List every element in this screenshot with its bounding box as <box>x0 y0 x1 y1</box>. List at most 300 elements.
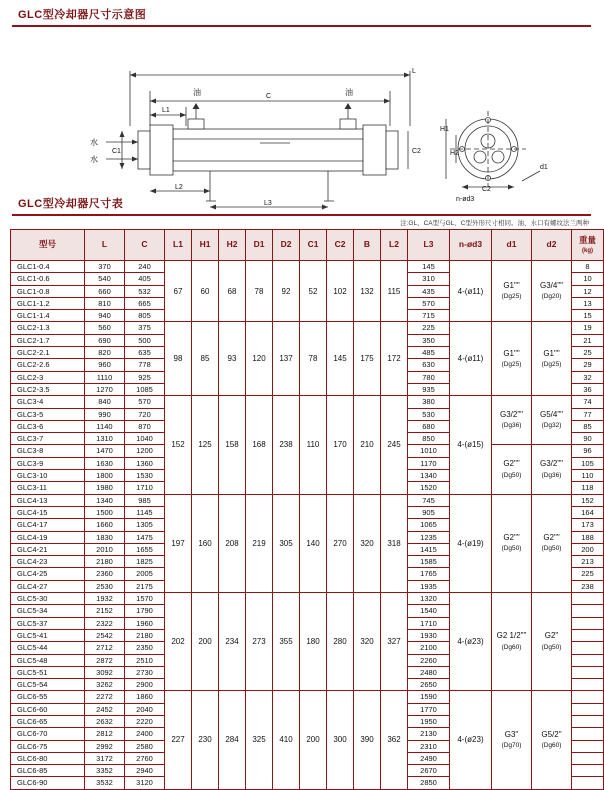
cell-C: 2180 <box>125 629 165 641</box>
cell-L3: 1010 <box>408 445 450 457</box>
cell-C: 240 <box>125 261 165 273</box>
label-C: C <box>266 93 272 100</box>
cell-nd3: 4-(ø15) <box>450 396 492 494</box>
cell-C: 1040 <box>125 433 165 445</box>
cell-L3: 2650 <box>408 679 450 691</box>
cell-weight <box>572 629 604 641</box>
cell-C: 1570 <box>125 593 165 605</box>
cell-B: 132 <box>354 261 381 322</box>
cell-L3: 2480 <box>408 666 450 678</box>
cell-L: 560 <box>85 322 125 334</box>
table-row <box>11 261 604 273</box>
cell-weight: 29 <box>572 359 604 371</box>
cell-model: GLC5-54 <box>11 679 85 691</box>
cell-L1: 98 <box>165 322 192 396</box>
cell-model: GLC6-60 <box>11 703 85 715</box>
cell-L3: 1770 <box>408 703 450 715</box>
cell-L1: 67 <box>165 261 192 322</box>
th-H1: H1 <box>192 230 219 261</box>
cell-H1: 160 <box>192 494 219 592</box>
cell-L: 940 <box>85 310 125 322</box>
cell-L3: 530 <box>408 408 450 420</box>
cell-L1: 227 <box>165 691 192 789</box>
cell-model: GLC2-1.7 <box>11 334 85 346</box>
table-row <box>11 593 604 605</box>
cell-L3: 1520 <box>408 482 450 494</box>
cell-L: 2452 <box>85 703 125 715</box>
cell-B: 390 <box>354 691 381 789</box>
cell-D1: 273 <box>246 593 273 691</box>
cell-L: 2360 <box>85 568 125 580</box>
cell-d2: G5/2" (Dg60) <box>532 691 572 789</box>
cell-B: 210 <box>354 396 381 494</box>
cell-weight: 118 <box>572 482 604 494</box>
cell-weight: 32 <box>572 371 604 383</box>
cell-weight: 13 <box>572 297 604 309</box>
cell-C1: 52 <box>300 261 327 322</box>
cell-L1: 202 <box>165 593 192 691</box>
cell-d1: G3/2"" (Dg36) <box>492 396 532 445</box>
cell-model: GLC3-10 <box>11 470 85 482</box>
cell-model: GLC3-8 <box>11 445 85 457</box>
cell-L: 3262 <box>85 679 125 691</box>
cell-L: 820 <box>85 347 125 359</box>
cell-nd3: 4-(ø11) <box>450 261 492 322</box>
cell-model: GLC4-27 <box>11 580 85 592</box>
cell-weight <box>572 654 604 666</box>
cell-model: GLC1-0.8 <box>11 285 85 297</box>
cell-weight: 96 <box>572 445 604 457</box>
cell-C: 805 <box>125 310 165 322</box>
cell-L: 1500 <box>85 506 125 518</box>
cell-d1: G2 1/2"" (Dg60) <box>492 593 532 691</box>
cell-L: 1980 <box>85 482 125 494</box>
cell-L3: 1950 <box>408 715 450 727</box>
cell-weight: 110 <box>572 470 604 482</box>
cell-weight: 225 <box>572 568 604 580</box>
table-row <box>11 691 604 703</box>
cell-d1: G1"" (Dg25) <box>492 261 532 322</box>
cell-L3: 1235 <box>408 531 450 543</box>
th-L3: L3 <box>408 230 450 261</box>
cell-model: GLC4-17 <box>11 519 85 531</box>
cell-C: 2760 <box>125 752 165 764</box>
cell-L: 660 <box>85 285 125 297</box>
th-D1: D1 <box>246 230 273 261</box>
cell-L3: 380 <box>408 396 450 408</box>
cell-L: 2632 <box>85 715 125 727</box>
th-L1: L1 <box>165 230 192 261</box>
cell-L2: 362 <box>381 691 408 789</box>
table-note: 注:GL、CA型与GL、C型外形尺寸相同。油、水口有螺纹法兰两种 <box>400 220 589 227</box>
cell-L: 1630 <box>85 457 125 469</box>
cell-weight: 25 <box>572 347 604 359</box>
cell-d2: G5/4"" (Dg32) <box>532 396 572 445</box>
label-oil-left: 油 <box>193 88 201 97</box>
label-C2: C2 <box>482 186 491 193</box>
cell-L3: 225 <box>408 322 450 334</box>
cell-model: GLC2-2.1 <box>11 347 85 359</box>
cell-L3: 2130 <box>408 728 450 740</box>
cell-nd3: 4-(ø23) <box>450 691 492 789</box>
cell-H1: 125 <box>192 396 219 494</box>
cell-L: 1110 <box>85 371 125 383</box>
th-L: L <box>85 230 125 261</box>
cell-weight <box>572 703 604 715</box>
label-C1: C1 <box>112 148 121 155</box>
cell-C: 570 <box>125 396 165 408</box>
cell-C: 1960 <box>125 617 165 629</box>
cell-D2: 92 <box>273 261 300 322</box>
cell-L: 2872 <box>85 654 125 666</box>
cell-L3: 350 <box>408 334 450 346</box>
cell-L3: 2490 <box>408 752 450 764</box>
cell-C2: 280 <box>327 593 354 691</box>
cell-L3: 2850 <box>408 777 450 789</box>
cell-C1: 180 <box>300 593 327 691</box>
cell-L: 2992 <box>85 740 125 752</box>
cell-weight: 8 <box>572 261 604 273</box>
cell-model: GLC4-13 <box>11 494 85 506</box>
cell-L: 3532 <box>85 777 125 789</box>
cell-B: 175 <box>354 322 381 396</box>
cell-weight: 19 <box>572 322 604 334</box>
cell-H2: 68 <box>219 261 246 322</box>
cell-weight <box>572 728 604 740</box>
cell-weight <box>572 642 604 654</box>
cell-L3: 1065 <box>408 519 450 531</box>
cell-L3: 630 <box>408 359 450 371</box>
label-C2-right: C2 <box>412 148 421 155</box>
cell-L: 2542 <box>85 629 125 641</box>
cell-L3: 2100 <box>408 642 450 654</box>
cell-weight: 188 <box>572 531 604 543</box>
cell-weight: 213 <box>572 556 604 568</box>
cell-weight: 164 <box>572 506 604 518</box>
cell-C: 532 <box>125 285 165 297</box>
cell-C: 1825 <box>125 556 165 568</box>
cell-C: 665 <box>125 297 165 309</box>
th-d2: d2 <box>532 230 572 261</box>
cell-C: 985 <box>125 494 165 506</box>
th-C: C <box>125 230 165 261</box>
cell-C: 1360 <box>125 457 165 469</box>
cell-H2: 93 <box>219 322 246 396</box>
cell-L: 3092 <box>85 666 125 678</box>
cell-weight <box>572 752 604 764</box>
th-H2: H2 <box>219 230 246 261</box>
cell-model: GLC6-90 <box>11 777 85 789</box>
cell-C: 1085 <box>125 383 165 395</box>
cell-C: 2730 <box>125 666 165 678</box>
cell-nd3: 4-(ø11) <box>450 322 492 396</box>
cell-weight: 105 <box>572 457 604 469</box>
cell-weight: 85 <box>572 420 604 432</box>
cell-weight <box>572 617 604 629</box>
label-nd3: n-ød3 <box>456 196 475 203</box>
cell-H2: 208 <box>219 494 246 592</box>
cell-L: 2272 <box>85 691 125 703</box>
cell-L: 1340 <box>85 494 125 506</box>
cell-C: 1530 <box>125 470 165 482</box>
table-row <box>11 322 604 334</box>
label-L3: L3 <box>264 200 272 207</box>
table-row <box>11 396 604 408</box>
cell-D1: 168 <box>246 396 273 494</box>
cell-L3: 485 <box>408 347 450 359</box>
cell-model: GLC4-21 <box>11 543 85 555</box>
cell-L3: 680 <box>408 420 450 432</box>
cell-L3: 1585 <box>408 556 450 568</box>
cell-C: 2005 <box>125 568 165 580</box>
cell-H1: 230 <box>192 691 219 789</box>
cell-H2: 158 <box>219 396 246 494</box>
cell-L1: 197 <box>165 494 192 592</box>
diagram-title: GLC型冷却器尺寸示意图 <box>18 9 147 21</box>
th-C2: C2 <box>327 230 354 261</box>
th-L2: L2 <box>381 230 408 261</box>
cell-nd3: 4-(ø19) <box>450 494 492 592</box>
th-weight <box>572 230 604 261</box>
cell-C: 1860 <box>125 691 165 703</box>
cell-L: 2322 <box>85 617 125 629</box>
cell-C: 1655 <box>125 543 165 555</box>
cell-B: 320 <box>354 593 381 691</box>
cell-model: GLC1-0.4 <box>11 261 85 273</box>
cell-model: GLC3-9 <box>11 457 85 469</box>
cell-C1: 78 <box>300 322 327 396</box>
cell-model: GLC1-0.6 <box>11 273 85 285</box>
cell-C: 2940 <box>125 765 165 777</box>
cell-model: GLC3-11 <box>11 482 85 494</box>
th-nd3: n-ød3 <box>450 230 492 261</box>
cell-weight <box>572 593 604 605</box>
cell-d1: G1"" (Dg25) <box>492 322 532 396</box>
cell-L3: 1930 <box>408 629 450 641</box>
cell-L3: 2670 <box>408 765 450 777</box>
cell-H1: 200 <box>192 593 219 691</box>
label-water-top: 水 <box>90 138 98 147</box>
cell-model: GLC5-37 <box>11 617 85 629</box>
cell-C2: 170 <box>327 396 354 494</box>
label-H2: H2 <box>450 150 459 157</box>
cell-L: 840 <box>85 396 125 408</box>
cell-C: 405 <box>125 273 165 285</box>
label-L: L <box>412 68 416 75</box>
cell-weight <box>572 691 604 703</box>
cell-L1: 152 <box>165 396 192 494</box>
cell-weight: 90 <box>572 433 604 445</box>
cell-C2: 145 <box>327 322 354 396</box>
cell-weight <box>572 777 604 789</box>
cell-C: 2400 <box>125 728 165 740</box>
cell-C1: 200 <box>300 691 327 789</box>
cell-L3: 310 <box>408 273 450 285</box>
cell-D2: 305 <box>273 494 300 592</box>
cell-L: 2712 <box>85 642 125 654</box>
cell-L2: 318 <box>381 494 408 592</box>
cell-model: GLC6-75 <box>11 740 85 752</box>
cell-weight <box>572 605 604 617</box>
cell-weight: 238 <box>572 580 604 592</box>
cell-model: GLC5-30 <box>11 593 85 605</box>
cell-C: 635 <box>125 347 165 359</box>
cell-C2: 270 <box>327 494 354 592</box>
cell-L: 1140 <box>85 420 125 432</box>
cell-L: 370 <box>85 261 125 273</box>
cell-D2: 410 <box>273 691 300 789</box>
cell-model: GLC2-2.6 <box>11 359 85 371</box>
cell-C2: 102 <box>327 261 354 322</box>
cell-C: 2510 <box>125 654 165 666</box>
cell-weight: 12 <box>572 285 604 297</box>
cell-L3: 715 <box>408 310 450 322</box>
cell-weight: 36 <box>572 383 604 395</box>
label-H1: H1 <box>440 126 449 133</box>
cell-L3: 570 <box>408 297 450 309</box>
cell-H1: 85 <box>192 322 219 396</box>
cell-D2: 137 <box>273 322 300 396</box>
label-L1: L1 <box>162 107 170 114</box>
cell-D1: 120 <box>246 322 273 396</box>
cell-D1: 325 <box>246 691 273 789</box>
cell-H2: 284 <box>219 691 246 789</box>
label-oil-right: 油 <box>345 88 353 97</box>
cell-L: 1830 <box>85 531 125 543</box>
cell-L3: 1415 <box>408 543 450 555</box>
cell-C1: 140 <box>300 494 327 592</box>
cell-weight <box>572 715 604 727</box>
cell-C: 2900 <box>125 679 165 691</box>
cell-L3: 1340 <box>408 470 450 482</box>
cell-L: 1800 <box>85 470 125 482</box>
label-L2-left: L2 <box>175 184 183 191</box>
cell-C: 1305 <box>125 519 165 531</box>
th-D2: D2 <box>273 230 300 261</box>
cell-weight: 173 <box>572 519 604 531</box>
cell-L: 1270 <box>85 383 125 395</box>
cell-C: 870 <box>125 420 165 432</box>
title-divider-1 <box>12 25 591 27</box>
cell-L: 1660 <box>85 519 125 531</box>
cell-d2: G3/4"" (Dg20) <box>532 261 572 322</box>
cell-d2: G2" (Dg50) <box>532 593 572 691</box>
cell-model: GLC6-70 <box>11 728 85 740</box>
cell-weight: 15 <box>572 310 604 322</box>
cell-model: GLC3-6 <box>11 420 85 432</box>
cell-L3: 2260 <box>408 654 450 666</box>
cell-model: GLC6-85 <box>11 765 85 777</box>
spec-table <box>10 229 604 790</box>
cell-weight: 74 <box>572 396 604 408</box>
cell-L: 3352 <box>85 765 125 777</box>
cell-model: GLC4-23 <box>11 556 85 568</box>
cell-weight <box>572 666 604 678</box>
cell-L: 3172 <box>85 752 125 764</box>
cell-model: GLC2-1.3 <box>11 322 85 334</box>
cell-L: 810 <box>85 297 125 309</box>
cell-L3: 145 <box>408 261 450 273</box>
cell-C: 1145 <box>125 506 165 518</box>
table-head <box>11 230 604 261</box>
cell-L3: 780 <box>408 371 450 383</box>
cell-L3: 1935 <box>408 580 450 592</box>
cell-d1: G3" (Dg70) <box>492 691 532 789</box>
cell-L: 2180 <box>85 556 125 568</box>
spec-table-wrapper <box>10 229 596 790</box>
cell-L: 2152 <box>85 605 125 617</box>
cell-model: GLC4-15 <box>11 506 85 518</box>
cell-d1: G2"" (Dg50) <box>492 494 532 592</box>
cell-model: GLC2-3.5 <box>11 383 85 395</box>
cell-model: GLC3-4 <box>11 396 85 408</box>
cell-L3: 1540 <box>408 605 450 617</box>
cell-model: GLC6-55 <box>11 691 85 703</box>
cell-d2: G2"" (Dg50) <box>532 494 572 592</box>
cell-C: 1710 <box>125 482 165 494</box>
cell-C: 925 <box>125 371 165 383</box>
cell-L3: 1710 <box>408 617 450 629</box>
th-weight-label: 重量 <box>578 235 596 246</box>
cell-L: 1310 <box>85 433 125 445</box>
cell-weight: 77 <box>572 408 604 420</box>
cell-C: 2350 <box>125 642 165 654</box>
cell-C: 2220 <box>125 715 165 727</box>
cell-L3: 1320 <box>408 593 450 605</box>
cell-model: GLC1-1.2 <box>11 297 85 309</box>
cell-model: GLC5-34 <box>11 605 85 617</box>
cell-C: 1200 <box>125 445 165 457</box>
cell-L3: 850 <box>408 433 450 445</box>
cell-L: 2530 <box>85 580 125 592</box>
cell-weight <box>572 765 604 777</box>
cell-C: 500 <box>125 334 165 346</box>
cell-C: 1475 <box>125 531 165 543</box>
cell-C2: 300 <box>327 691 354 789</box>
th-weight-unit: (kg) <box>582 247 593 254</box>
cell-L3: 1590 <box>408 691 450 703</box>
cell-d2: G3/2"" (Dg36) <box>532 445 572 494</box>
cell-L: 1932 <box>85 593 125 605</box>
cell-weight: 10 <box>572 273 604 285</box>
cell-L: 990 <box>85 408 125 420</box>
cell-weight: 21 <box>572 334 604 346</box>
th-C1: C1 <box>300 230 327 261</box>
cell-L2: 172 <box>381 322 408 396</box>
cell-L: 2010 <box>85 543 125 555</box>
cell-model: GLC2-3 <box>11 371 85 383</box>
cell-weight: 152 <box>572 494 604 506</box>
cell-model: GLC1-1.4 <box>11 310 85 322</box>
cell-C: 2175 <box>125 580 165 592</box>
th-B: B <box>354 230 381 261</box>
cell-L3: 905 <box>408 506 450 518</box>
cell-L2: 327 <box>381 593 408 691</box>
cell-L3: 435 <box>408 285 450 297</box>
cell-B: 320 <box>354 494 381 592</box>
cell-D2: 355 <box>273 593 300 691</box>
cell-weight <box>572 740 604 752</box>
cell-L: 1470 <box>85 445 125 457</box>
cell-C: 720 <box>125 408 165 420</box>
header-row <box>11 230 604 261</box>
cell-L: 960 <box>85 359 125 371</box>
cell-weight: 200 <box>572 543 604 555</box>
cell-L3: 1170 <box>408 457 450 469</box>
cell-H1: 60 <box>192 261 219 322</box>
cell-C: 375 <box>125 322 165 334</box>
cell-D1: 78 <box>246 261 273 322</box>
